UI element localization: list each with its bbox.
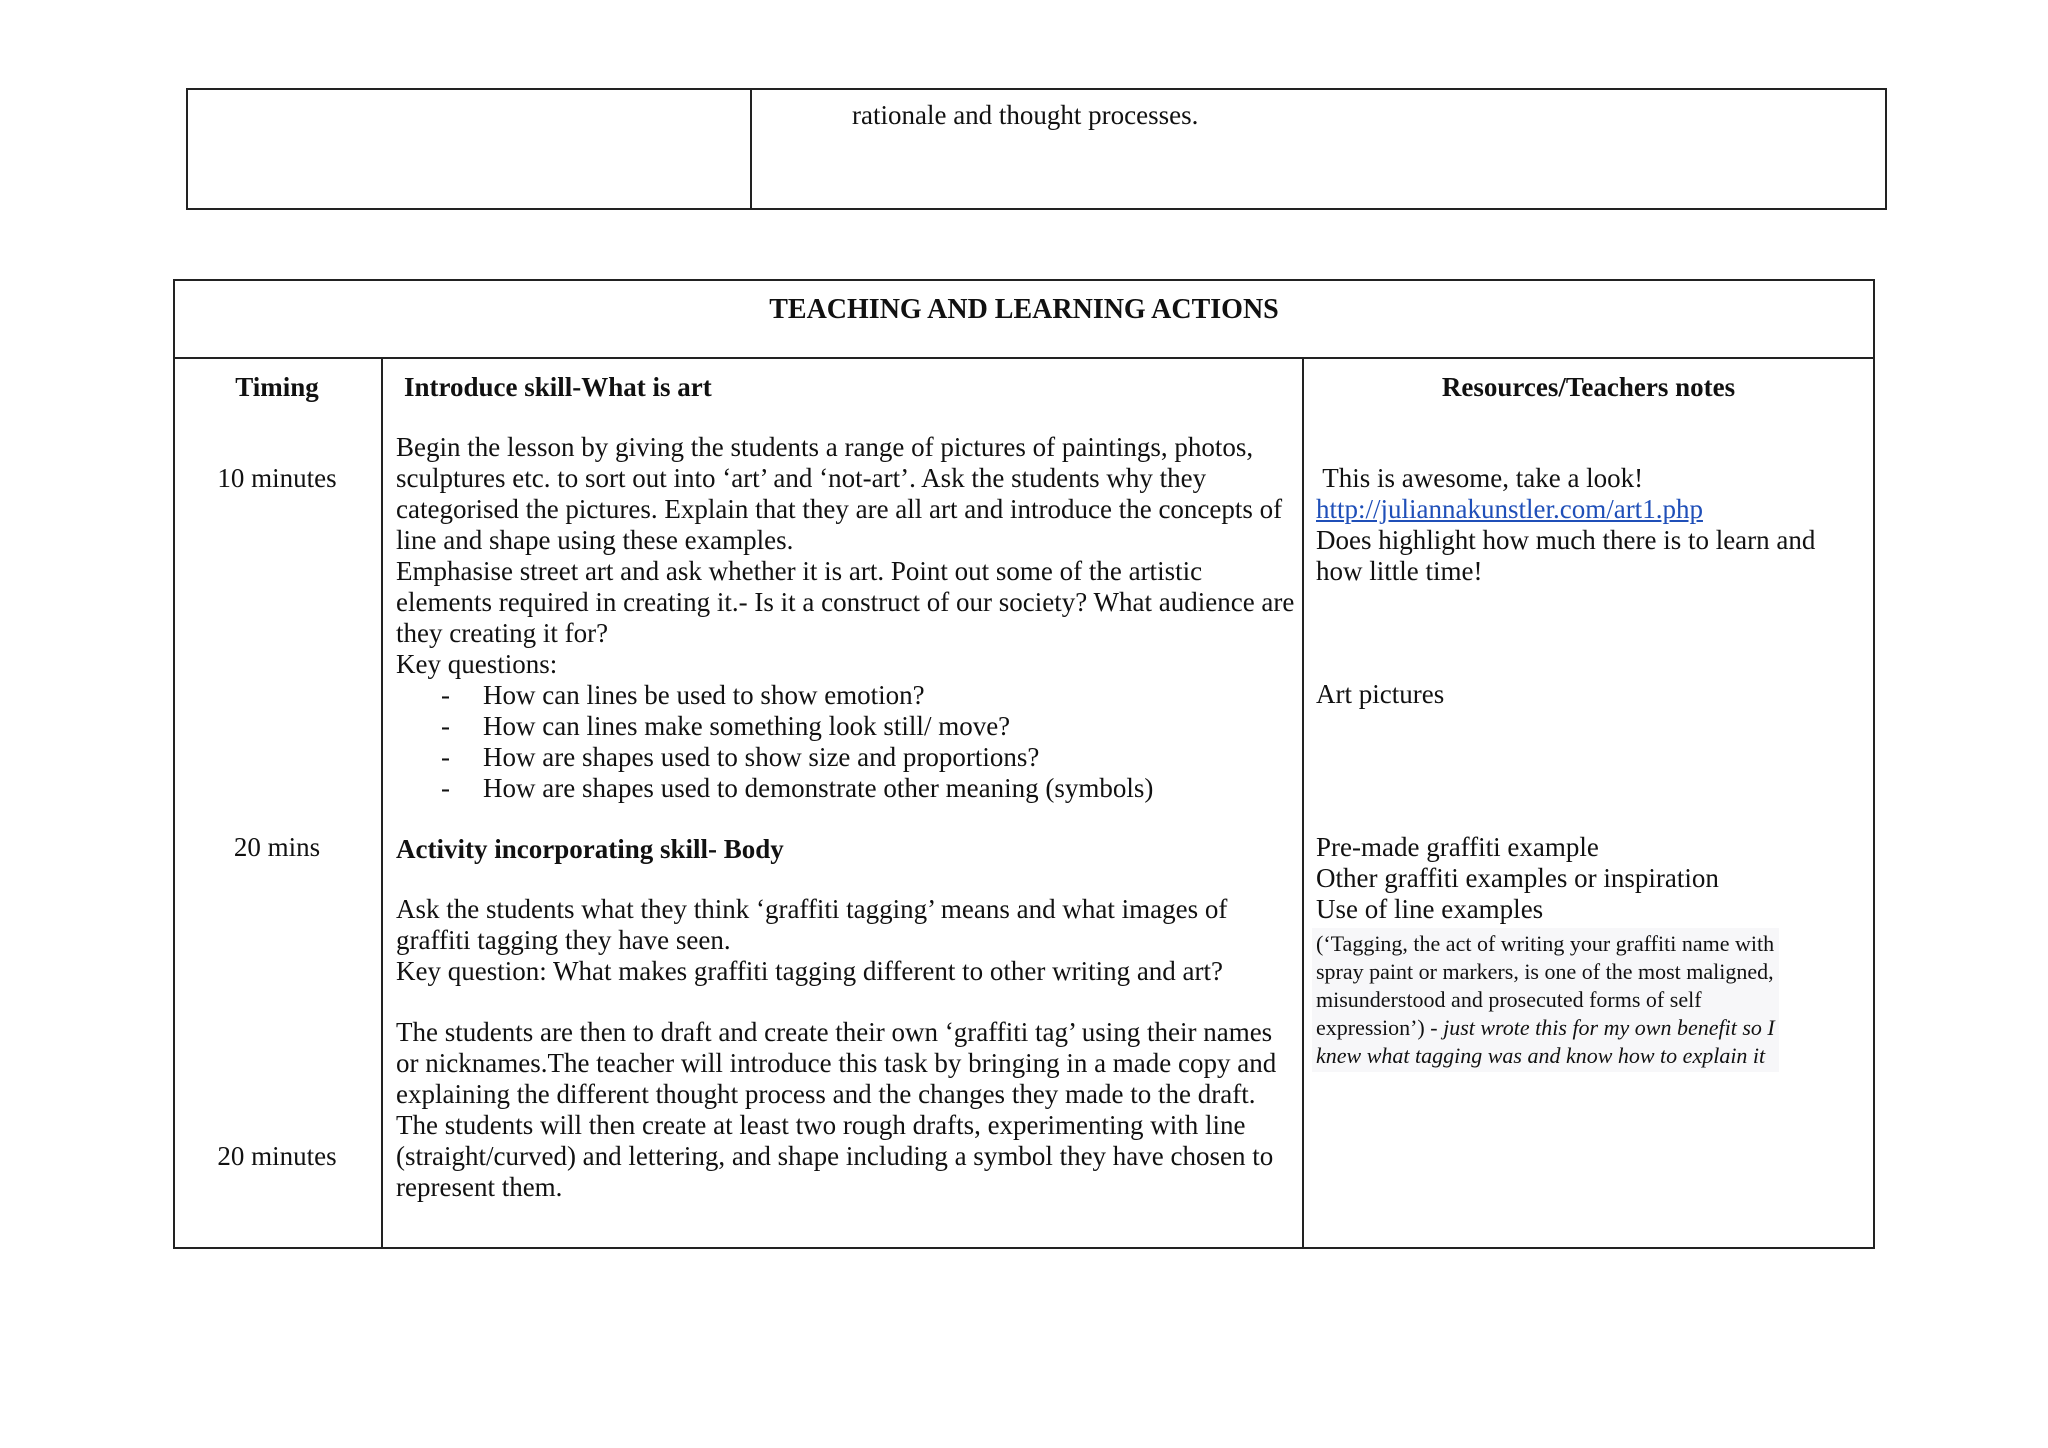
activity-line: Key question: What makes graffiti tagging different to other writing and art?	[396, 956, 1224, 986]
intro-line: sculptures etc. to sort out into ‘art’ and ‘not-art’. Ask the students why they	[396, 463, 1207, 493]
table-title: TEACHING AND LEARNING ACTIONS	[769, 294, 1279, 325]
list-item: - How can lines make something look still/ move?	[441, 711, 1153, 742]
resource-art-pictures: Art pictures	[1316, 679, 1445, 709]
activity-line: The students will then create at least two rough drafts, experimenting with line	[396, 1110, 1246, 1140]
quote-line	[1316, 1042, 1775, 1070]
resources-column-divider	[1302, 357, 1304, 1249]
timing-intro: 10 minutes	[217, 463, 337, 493]
intro-line: they creating it for?	[396, 618, 609, 648]
timing-column-divider	[381, 357, 383, 1249]
activity-line: represent them.	[396, 1172, 563, 1202]
intro-line: Begin the lesson by giving the students a range of pictures of paintings, photos,	[396, 432, 1254, 462]
resource-note-line: Does highlight how much there is to learn and	[1316, 525, 1816, 555]
resource-note-line: how little time!	[1316, 556, 1483, 586]
resource-link[interactable]: http://juliannakunstler.com/art1.php	[1316, 494, 1703, 524]
activity-line: The students are then to draft and create their own ‘graffiti tag’ using their names	[396, 1017, 1273, 1047]
quote-line	[1316, 1014, 1775, 1042]
key-questions-list	[441, 680, 1153, 804]
resources-header: Resources/Teachers notes	[1441, 372, 1736, 402]
list-item: - How are shapes used to show size and proportions?	[441, 742, 1153, 773]
activity-line: Ask the students what they think ‘graffiti tagging’ means and what images of	[396, 894, 1228, 924]
intro-line: Emphasise street art and ask whether it is art. Point out some of the artistic	[396, 556, 1203, 586]
timing-drafts: 20 minutes	[217, 1141, 337, 1171]
quote-line: spray paint or markers, is one of the most maligned,	[1316, 959, 1774, 984]
activity-line: explaining the different thought process and the changes they made to the draft.	[396, 1079, 1256, 1109]
quote-italic-note: knew what tagging was and know how to explain it	[1316, 1043, 1766, 1068]
quote-italic-note: just wrote this for my own benefit so I	[1443, 1015, 1775, 1040]
intro-line: categorised the pictures. Explain that they are all art and introduce the concepts of	[396, 494, 1283, 524]
quote-line: misunderstood and prosecuted forms of self	[1316, 987, 1702, 1012]
resource-item: Use of line examples	[1316, 894, 1544, 924]
intro-line: elements required in creating it.- Is it a construct of our society? What audience are	[396, 587, 1295, 617]
resource-note-intro: This is awesome, take a look!	[1316, 463, 1644, 493]
activity-heading: Activity incorporating skill- Body	[396, 834, 784, 864]
resource-item: Other graffiti examples or inspiration	[1316, 863, 1719, 893]
activity-line: or nicknames.The teacher will introduce this task by bringing in a made copy and	[396, 1048, 1277, 1078]
activity-line: graffiti tagging they have seen.	[396, 925, 731, 955]
timing-header: Timing	[235, 372, 319, 402]
resource-item: Pre-made graffiti example	[1316, 832, 1599, 862]
top-table-cell-text: rationale and thought processes.	[852, 100, 1199, 130]
quote-line: (‘Tagging, the act of writing your graffiti name with	[1316, 931, 1775, 956]
tagging-definition-quote	[1312, 928, 1779, 1072]
timing-activity: 20 mins	[233, 832, 321, 862]
intro-line: line and shape using these examples.	[396, 525, 794, 555]
activity-header: Introduce skill-What is art	[404, 372, 712, 402]
list-item: - How can lines be used to show emotion?	[441, 680, 1153, 711]
title-row-divider	[173, 357, 1875, 359]
top-table-divider	[750, 88, 752, 210]
intro-line: Key questions:	[396, 649, 558, 679]
activity-line: (straight/curved) and lettering, and shape including a symbol they have chosen to	[396, 1141, 1274, 1171]
quote-plain-text: expression’) -	[1316, 1015, 1444, 1040]
list-item: - How are shapes used to demonstrate other meaning (symbols)	[441, 773, 1153, 804]
